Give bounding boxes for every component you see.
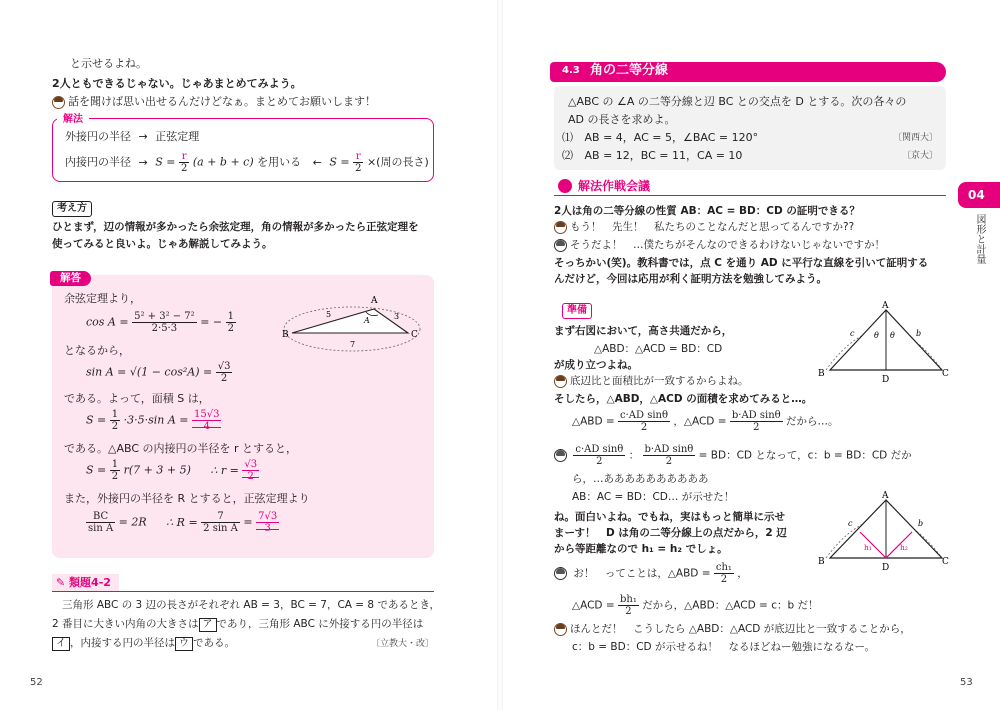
junbi-l7	[554, 444, 912, 467]
frac-den: 2·5·3	[151, 323, 178, 334]
kaihou-row1	[65, 129, 199, 145]
frac-den: 2	[665, 456, 673, 467]
triangle-figure	[280, 289, 428, 357]
fraction	[110, 409, 120, 432]
kaitou-label: 解答	[50, 271, 91, 286]
formula-text: △ACD =	[572, 599, 615, 612]
q2-text: AB = 12，BC = 11，CA = 10	[584, 149, 743, 162]
fraction	[110, 459, 120, 482]
section-number: 4.3	[562, 65, 580, 76]
formula-text: ·3·5·sin A =	[123, 413, 189, 427]
kaitou-l9: また，外接円の半径を R とすると，正弦定理より	[64, 492, 310, 505]
kangaekata-line1: ひとまず，辺の情報が多かったら余弦定理，角の情報が多かったら正弦定理を	[52, 221, 419, 233]
fraction	[618, 410, 670, 433]
formula-text: ∴ R =	[166, 515, 198, 529]
frac-den: 2	[355, 163, 362, 174]
kangaekata-section	[52, 200, 92, 217]
kaigi-l3-text: そうだよ！ …僕たちがそんなのできるわけないじゃないですか！	[570, 239, 885, 251]
frac-den: 2	[753, 422, 760, 433]
frac-den: 2	[625, 606, 632, 617]
q1-source: 〔関西大〕	[892, 133, 938, 143]
formula-text: ×(周の長さ)	[366, 155, 429, 169]
frac-num: b·AD sinθ	[644, 444, 694, 455]
frac-den: 2	[640, 422, 648, 433]
kaitou-l2	[86, 311, 236, 334]
kaigi-l4: そっちかい(笑)。教科書では，点 C を通り AD に平行な直線を引いて証明する	[554, 257, 929, 269]
ruidai-line3	[52, 636, 434, 651]
junbi-l11: まーす！ D は角の二等分線上の点だから，2 辺	[554, 527, 787, 539]
vertex-a: A	[882, 301, 889, 311]
girl-face-icon	[52, 96, 65, 109]
frac-den: 3	[264, 523, 271, 534]
problem-q2	[562, 148, 938, 164]
chapter-tab	[958, 182, 1000, 208]
formula-text: ，△ACD =	[673, 415, 727, 428]
kaitou-box	[52, 272, 434, 558]
kaitou-l3: となるから，	[64, 344, 130, 357]
fraction	[730, 410, 783, 433]
kaigi-l2	[554, 220, 854, 235]
kaitou-l4	[86, 361, 232, 384]
junbi-l5: そしたら，△ABD，△ACD の面積を求めてみると…。	[554, 393, 813, 405]
junbi-label: 準備	[562, 303, 592, 319]
formula-text: = BD：CD となって，c：b = BD：CD だか	[698, 449, 912, 462]
frac-num: bh₁	[619, 594, 637, 605]
vertex-c: C	[942, 369, 949, 379]
frac-num: 5² + 3² − 7²	[134, 311, 195, 322]
frac-den: 2	[111, 471, 119, 482]
bisector-figure-1	[816, 298, 952, 384]
formula-text: ∴ r =	[210, 463, 239, 477]
ruidai-line3-a: ，内接する円の半径は	[70, 637, 175, 649]
formula-text: = 2R	[118, 515, 147, 529]
q1-text: AB = 4，AC = 5，∠BAC = 120°	[584, 131, 759, 144]
formula-text: S =	[329, 155, 350, 169]
frac-den: 2	[220, 373, 228, 384]
right-page	[500, 0, 1000, 710]
formula-text: S =	[86, 463, 107, 477]
triangle-abc	[292, 309, 408, 333]
vertex-b: B	[818, 557, 825, 567]
frac-den: 2	[247, 471, 254, 482]
formula-text: △ABD =	[572, 415, 615, 428]
frac-num: BC	[86, 511, 115, 523]
vertex-b: B	[818, 369, 825, 379]
kaitou-l10	[86, 511, 279, 534]
formula-text: sin A = √(1 − cos²A) =	[86, 365, 213, 379]
girl-face-icon	[554, 375, 567, 388]
kaigi-header	[554, 178, 946, 196]
frac-num: b·AD sinθ	[731, 410, 781, 421]
h1-label: h₁	[864, 543, 872, 552]
bisector-figure-2	[816, 488, 952, 574]
fraction	[86, 511, 115, 534]
formula-text: cos A =	[86, 315, 129, 329]
kaigi-l2-text: もう！ 先生！ 私たちのことなんだと思ってるんですか??	[570, 221, 855, 233]
kaihou-row2-a: 内接円の半径	[65, 155, 131, 169]
junbi-l15	[554, 622, 911, 637]
frac-num: 1	[111, 409, 119, 420]
answer-box-a: ア	[199, 618, 217, 632]
ruidai-line3-b: である。	[193, 637, 235, 649]
kaihou-row2	[65, 151, 429, 174]
boy-face-icon	[554, 449, 567, 462]
theta-left: θ	[874, 331, 879, 340]
kaitou-l5: である。よって，面積 S は，	[64, 392, 210, 405]
frac-num: r	[179, 151, 189, 163]
frac-den: 2	[180, 163, 188, 174]
chat-icon	[558, 179, 572, 193]
frac-num: √3	[217, 361, 231, 372]
fraction	[179, 151, 189, 174]
junbi-l1: まず右図において，高さ共通だから，	[554, 325, 733, 337]
arrow-icon: →	[138, 130, 148, 143]
answer-box-c: ウ	[175, 637, 193, 651]
kangaekata-line2: 使ってみると良いよ。じゃあ解説してみよう。	[52, 238, 273, 250]
kaihou-row1-a: 外接円の半径	[65, 130, 131, 143]
frac-num: c·AD sinθ	[575, 444, 624, 455]
summary-line: 2人ともできるじゃない。じゃあまとめてみよう。	[52, 77, 302, 90]
junbi-l14	[572, 594, 818, 617]
fraction	[573, 444, 625, 467]
q2-number: ⑵	[562, 149, 573, 162]
side-c-label: c	[848, 519, 853, 528]
fraction	[216, 361, 233, 384]
girl-face-icon	[554, 221, 567, 234]
boy-face-icon	[554, 239, 567, 252]
ruidai-header	[52, 574, 434, 592]
frac-num: 7√3	[258, 511, 278, 522]
side-b-label: b	[918, 519, 924, 528]
formula-text: ，	[737, 567, 748, 580]
side-c-label: c	[850, 329, 855, 338]
girl-face-icon	[554, 623, 567, 636]
answer-fraction	[256, 511, 279, 534]
kaigi-l3	[554, 238, 885, 253]
h2-label: h₂	[900, 543, 908, 552]
fraction	[132, 311, 197, 334]
problem-box	[554, 86, 946, 170]
boy-face-icon	[554, 567, 567, 580]
page-number-right: 53	[960, 677, 973, 688]
junbi-l16: c：b = BD：CD が示せるね！ なるほどねー勉強になるなー。	[572, 641, 876, 653]
problem-q1	[562, 130, 938, 146]
junbi-l4	[554, 374, 749, 389]
formula-text: ：	[628, 449, 640, 462]
junbi-l6	[572, 410, 839, 433]
fraction	[618, 594, 639, 617]
frac-den: 2 sin A	[203, 523, 238, 534]
answer-box-b: イ	[52, 637, 70, 651]
problem-line1: △ABC の ∠A の二等分線と辺 BC との交点を D とする。次の各々の	[568, 95, 907, 108]
angle-a-label: A	[364, 316, 370, 325]
kaigi-l5: んだけど，今回は応用が利く証明方法を勉強してみよう。	[554, 273, 827, 285]
kaihou-label: 解法	[57, 113, 89, 126]
theta-right: θ	[890, 331, 895, 340]
kaitou-l1: 余弦定理より，	[64, 292, 141, 305]
vertex-b: B	[282, 330, 289, 340]
junbi-l13	[554, 562, 748, 585]
frac-den: 2	[111, 421, 119, 432]
formula-text: S =	[155, 155, 176, 169]
junbi-l12: から等距離なので h₁ = h₂ でしょ。	[554, 543, 728, 555]
formula-text: だから…。	[786, 415, 839, 428]
fraction	[714, 562, 734, 585]
answer-fraction	[242, 459, 259, 482]
junbi-section	[562, 302, 592, 319]
junbi-l9: AB：AC = BD：CD… が示せた！	[572, 491, 735, 503]
q1-number: ⑴	[562, 131, 573, 144]
junbi-l15-text: ほんとだ！ こうしたら △ABD：△ACD が底辺比と一致することから，	[570, 623, 911, 635]
girl-dialogue-text: 話を聞けば思い出せるんだけどなぁ。まとめてお願いします！	[68, 95, 376, 108]
fraction	[643, 444, 696, 467]
section-title: 角の二等分線	[590, 63, 669, 78]
ruidai-label-wrap	[52, 574, 119, 591]
kangaekata-label: 考え方	[52, 201, 92, 217]
ruidai-line2	[52, 617, 423, 632]
frac-num: ch₁	[715, 562, 732, 573]
frac-num: c·AD sinθ	[620, 410, 669, 421]
point-d: D	[882, 375, 890, 384]
junbi-l4-text: 底辺比と面積比が一致するからよね。	[570, 375, 749, 387]
ruidai-source: 〔立教大・改〕	[370, 639, 434, 649]
ruidai-label: 類題4-2	[69, 576, 111, 589]
page-number-left: 52	[30, 677, 43, 688]
formula-text: だから，△ABD：△ACD = c：b だ！	[642, 599, 819, 612]
formula-text: r(7 + 3 + 5)	[123, 463, 191, 477]
girl-dialogue	[52, 94, 376, 110]
chapter-title: 図形と計量	[974, 214, 985, 264]
point-d: D	[882, 563, 890, 573]
vertex-c: C	[942, 557, 949, 567]
frac-den: 2	[596, 456, 603, 467]
side-ac-label: 3	[394, 312, 400, 321]
kaihou-box	[52, 114, 434, 182]
frac-den: 2	[227, 323, 234, 334]
chapter-number: 04	[968, 188, 985, 202]
ruidai-line1: 三角形 ABC の 3 辺の長さがそれぞれ AB = 3，BC = 7，CA = 8 であるとき，	[62, 599, 441, 611]
intro-line: と示せるよね。	[70, 57, 147, 70]
fraction	[353, 151, 363, 174]
junbi-l3: が成り立つよね。	[554, 359, 638, 371]
frac-num: √3	[244, 459, 258, 470]
frac-num: 1	[111, 459, 119, 470]
fraction	[226, 311, 236, 334]
vertex-a: A	[371, 296, 378, 306]
formula-text: = −	[200, 315, 223, 329]
arrow-left-icon: ←	[312, 155, 322, 169]
arrow-icon: →	[138, 155, 148, 169]
kaigi-l1: 2人は角の二等分線の性質 AB：AC = BD：CD の証明できる？	[554, 205, 860, 217]
vertex-c: C	[411, 330, 418, 340]
junbi-l8: ら，…ああああああああああ	[572, 473, 709, 485]
kaihou-use-text: を用いる	[257, 155, 302, 169]
junbi-l10: ね。面白いよね。でもね，実はもっと簡単に示せ	[554, 511, 785, 523]
fraction	[201, 511, 240, 534]
frac-num: r	[353, 151, 363, 163]
q2-source: 〔京大〕	[901, 151, 938, 161]
frac-num: 7	[201, 511, 240, 523]
side-ab-label: 5	[326, 310, 332, 319]
pencil-icon: ✎	[56, 576, 70, 589]
formula-text: お！ ってことは，△ABD =	[573, 567, 711, 580]
kaigi-title: 解法作戦会議	[578, 179, 651, 193]
answer-fraction	[192, 409, 221, 432]
problem-line2: AD の長さを求めよ。	[568, 113, 676, 126]
kaitou-l8	[86, 459, 259, 482]
frac-den: 2	[720, 574, 728, 585]
side-bc-label: 7	[350, 340, 356, 349]
kaihou-row1-b: 正弦定理	[155, 130, 200, 143]
ruidai-line2-b: であり，三角形 ABC に外接する円の半径は	[216, 618, 424, 630]
section-header	[550, 62, 946, 82]
formula-text: S =	[86, 413, 107, 427]
formula-text: =	[243, 515, 253, 529]
frac-num: 1	[227, 311, 234, 322]
kaitou-l7: である。△ABC の内接円の半径を r とすると，	[64, 442, 298, 455]
frac-den: sin A	[88, 523, 114, 534]
frac-den: 4	[203, 421, 210, 432]
frac-num: 15√3	[194, 409, 220, 420]
kaitou-l6	[86, 409, 221, 432]
ruidai-line2-a: 2 番目に大きい内角の大きさは	[52, 618, 199, 630]
formula-text: (a + b + c)	[192, 155, 254, 169]
vertex-a: A	[882, 491, 889, 501]
side-b-label: b	[916, 329, 922, 338]
junbi-l2: △ABD：△ACD = BD：CD	[594, 343, 723, 355]
